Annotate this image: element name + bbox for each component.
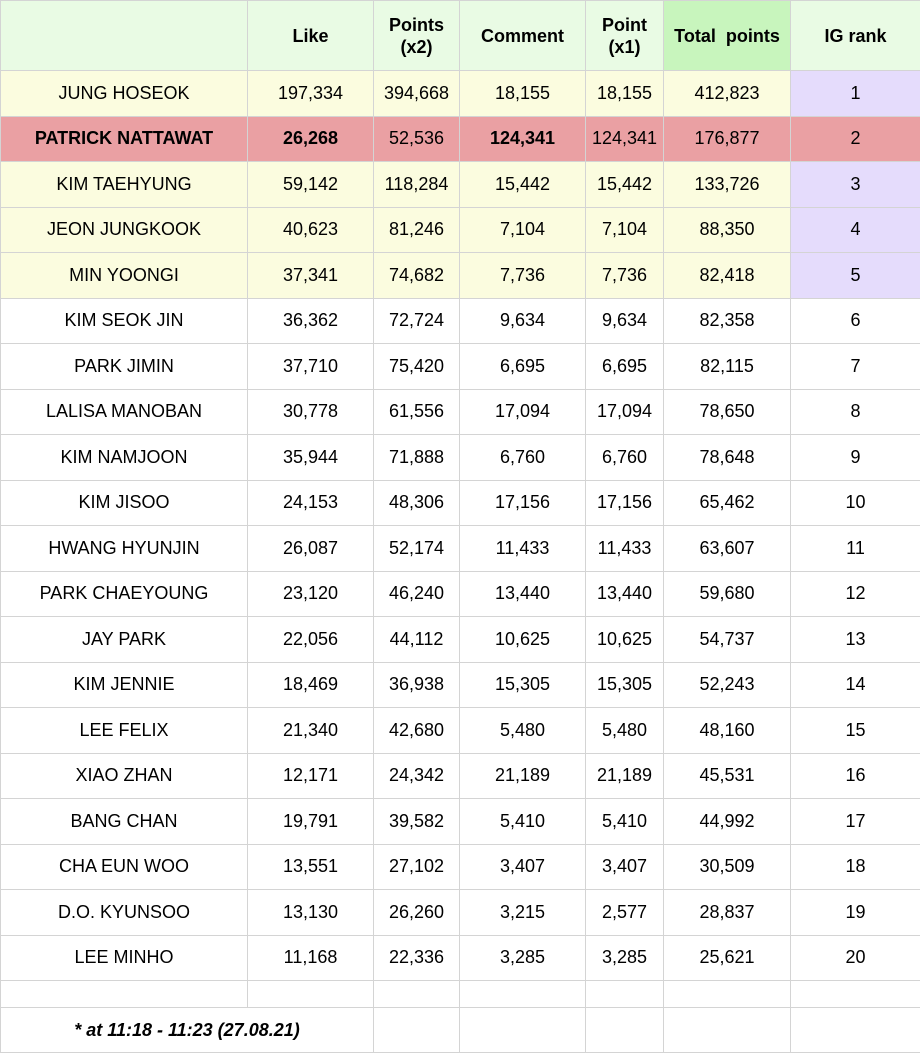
header-point-x1 (586, 1, 664, 71)
cell-name: D.O. KYUNSOO (1, 890, 248, 936)
table-row (1, 662, 920, 708)
cell-like: 13,130 (248, 890, 374, 936)
cell-total: 65,462 (664, 480, 791, 526)
cell-rank: 7 (791, 344, 920, 390)
cell-rank: 4 (791, 207, 920, 253)
header-like: Like (248, 1, 374, 71)
cell-like: 21,340 (248, 708, 374, 754)
cell-comment: 17,094 (460, 389, 586, 435)
table-row (1, 617, 920, 663)
cell-like: 59,142 (248, 162, 374, 208)
cell-rank: 6 (791, 298, 920, 344)
cell-rank: 12 (791, 571, 920, 617)
cell-point-x1: 15,305 (586, 662, 664, 708)
cell-points-x2: 27,102 (374, 844, 460, 890)
cell-comment: 7,104 (460, 207, 586, 253)
table-row (1, 571, 920, 617)
header-points-x2-line1: Points (389, 15, 444, 35)
cell-like: 26,268 (248, 116, 374, 162)
cell-point-x1: 17,156 (586, 480, 664, 526)
cell-like: 18,469 (248, 662, 374, 708)
cell-comment: 3,215 (460, 890, 586, 936)
table-row (1, 753, 920, 799)
cell-like: 22,056 (248, 617, 374, 663)
table-row (1, 298, 920, 344)
cell-points-x2: 42,680 (374, 708, 460, 754)
cell-point-x1: 6,760 (586, 435, 664, 481)
table-row (1, 162, 920, 208)
cell-name: BANG CHAN (1, 799, 248, 845)
cell-rank: 2 (791, 116, 920, 162)
cell-name: KIM JISOO (1, 480, 248, 526)
cell-name: KIM JENNIE (1, 662, 248, 708)
cell-name: JUNG HOSEOK (1, 71, 248, 117)
cell-total: 88,350 (664, 207, 791, 253)
cell-total: 25,621 (664, 935, 791, 981)
header-point-x1-line2: (x1) (608, 37, 640, 57)
cell-points-x2: 22,336 (374, 935, 460, 981)
cell-rank: 5 (791, 253, 920, 299)
table-row (1, 389, 920, 435)
cell-name: PARK JIMIN (1, 344, 248, 390)
table-row (1, 435, 920, 481)
header-comment: Comment (460, 1, 586, 71)
cell-like: 197,334 (248, 71, 374, 117)
cell-name: LEE FELIX (1, 708, 248, 754)
cell-total: 78,648 (664, 435, 791, 481)
cell-like: 26,087 (248, 526, 374, 572)
cell-like: 36,362 (248, 298, 374, 344)
blank-row (1, 981, 920, 1008)
header-ig-rank: IG rank (791, 1, 920, 71)
cell-total: 78,650 (664, 389, 791, 435)
cell-points-x2: 36,938 (374, 662, 460, 708)
cell-name: MIN YOONGI (1, 253, 248, 299)
table-row (1, 844, 920, 890)
cell-point-x1: 7,736 (586, 253, 664, 299)
cell-point-x1: 6,695 (586, 344, 664, 390)
cell-rank: 9 (791, 435, 920, 481)
header-row (1, 1, 920, 71)
cell-point-x1: 15,442 (586, 162, 664, 208)
cell-name: KIM NAMJOON (1, 435, 248, 481)
cell-comment: 21,189 (460, 753, 586, 799)
cell-like: 19,791 (248, 799, 374, 845)
header-points-x2 (374, 1, 460, 71)
cell-like: 37,341 (248, 253, 374, 299)
cell-like: 24,153 (248, 480, 374, 526)
cell-comment: 5,480 (460, 708, 586, 754)
cell-name: JAY PARK (1, 617, 248, 663)
cell-total: 52,243 (664, 662, 791, 708)
cell-comment: 17,156 (460, 480, 586, 526)
cell-points-x2: 72,724 (374, 298, 460, 344)
cell-rank: 14 (791, 662, 920, 708)
cell-comment: 11,433 (460, 526, 586, 572)
table-body (1, 71, 920, 981)
cell-comment: 3,285 (460, 935, 586, 981)
cell-comment: 18,155 (460, 71, 586, 117)
cell-points-x2: 71,888 (374, 435, 460, 481)
cell-like: 12,171 (248, 753, 374, 799)
cell-like: 13,551 (248, 844, 374, 890)
cell-name: LEE MINHO (1, 935, 248, 981)
cell-total: 28,837 (664, 890, 791, 936)
cell-rank: 13 (791, 617, 920, 663)
header-total-points: Total points (664, 1, 791, 71)
table-row (1, 708, 920, 754)
cell-name: JEON JUNGKOOK (1, 207, 248, 253)
cell-points-x2: 46,240 (374, 571, 460, 617)
cell-points-x2: 74,682 (374, 253, 460, 299)
table-row (1, 480, 920, 526)
header-point-x1-line1: Point (602, 15, 647, 35)
cell-rank: 3 (791, 162, 920, 208)
cell-points-x2: 75,420 (374, 344, 460, 390)
cell-points-x2: 26,260 (374, 890, 460, 936)
cell-total: 133,726 (664, 162, 791, 208)
cell-comment: 6,695 (460, 344, 586, 390)
table-row (1, 71, 920, 117)
cell-name: KIM TAEHYUNG (1, 162, 248, 208)
cell-name: LALISA MANOBAN (1, 389, 248, 435)
cell-total: 63,607 (664, 526, 791, 572)
cell-comment: 13,440 (460, 571, 586, 617)
cell-rank: 11 (791, 526, 920, 572)
cell-comment: 124,341 (460, 116, 586, 162)
table-row (1, 116, 920, 162)
cell-point-x1: 9,634 (586, 298, 664, 344)
footnote-row (1, 1008, 920, 1053)
cell-total: 82,358 (664, 298, 791, 344)
cell-point-x1: 3,285 (586, 935, 664, 981)
cell-comment: 5,410 (460, 799, 586, 845)
cell-comment: 9,634 (460, 298, 586, 344)
cell-rank: 19 (791, 890, 920, 936)
table-row (1, 526, 920, 572)
cell-comment: 3,407 (460, 844, 586, 890)
header-name (1, 1, 248, 71)
cell-rank: 8 (791, 389, 920, 435)
cell-rank: 20 (791, 935, 920, 981)
cell-point-x1: 124,341 (586, 116, 664, 162)
cell-points-x2: 61,556 (374, 389, 460, 435)
cell-rank: 18 (791, 844, 920, 890)
cell-rank: 17 (791, 799, 920, 845)
cell-points-x2: 394,668 (374, 71, 460, 117)
table-row (1, 344, 920, 390)
cell-total: 45,531 (664, 753, 791, 799)
cell-point-x1: 5,480 (586, 708, 664, 754)
cell-total: 412,823 (664, 71, 791, 117)
cell-points-x2: 118,284 (374, 162, 460, 208)
table-row (1, 890, 920, 936)
cell-point-x1: 17,094 (586, 389, 664, 435)
table-row (1, 799, 920, 845)
cell-total: 59,680 (664, 571, 791, 617)
cell-total: 176,877 (664, 116, 791, 162)
cell-point-x1: 3,407 (586, 844, 664, 890)
cell-point-x1: 18,155 (586, 71, 664, 117)
cell-like: 11,168 (248, 935, 374, 981)
cell-like: 40,623 (248, 207, 374, 253)
cell-like: 23,120 (248, 571, 374, 617)
cell-points-x2: 44,112 (374, 617, 460, 663)
cell-points-x2: 24,342 (374, 753, 460, 799)
cell-rank: 1 (791, 71, 920, 117)
cell-point-x1: 13,440 (586, 571, 664, 617)
cell-comment: 10,625 (460, 617, 586, 663)
cell-points-x2: 52,536 (374, 116, 460, 162)
cell-points-x2: 48,306 (374, 480, 460, 526)
cell-points-x2: 39,582 (374, 799, 460, 845)
cell-rank: 16 (791, 753, 920, 799)
cell-name: CHA EUN WOO (1, 844, 248, 890)
cell-total: 54,737 (664, 617, 791, 663)
table-row (1, 253, 920, 299)
cell-total: 82,115 (664, 344, 791, 390)
cell-comment: 15,305 (460, 662, 586, 708)
cell-name: KIM SEOK JIN (1, 298, 248, 344)
cell-rank: 10 (791, 480, 920, 526)
cell-total: 44,992 (664, 799, 791, 845)
timestamp-footnote: * at 11:18 - 11:23 (27.08.21) (1, 1008, 374, 1053)
cell-point-x1: 11,433 (586, 526, 664, 572)
cell-points-x2: 52,174 (374, 526, 460, 572)
cell-comment: 6,760 (460, 435, 586, 481)
header-points-x2-line2: (x2) (400, 37, 432, 57)
cell-point-x1: 10,625 (586, 617, 664, 663)
cell-name: PATRICK NATTAWAT (1, 116, 248, 162)
table-row (1, 935, 920, 981)
cell-like: 35,944 (248, 435, 374, 481)
cell-like: 30,778 (248, 389, 374, 435)
table-row (1, 207, 920, 253)
cell-point-x1: 21,189 (586, 753, 664, 799)
cell-comment: 7,736 (460, 253, 586, 299)
cell-total: 82,418 (664, 253, 791, 299)
cell-total: 48,160 (664, 708, 791, 754)
cell-point-x1: 5,410 (586, 799, 664, 845)
cell-points-x2: 81,246 (374, 207, 460, 253)
cell-comment: 15,442 (460, 162, 586, 208)
cell-name: XIAO ZHAN (1, 753, 248, 799)
cell-point-x1: 2,577 (586, 890, 664, 936)
cell-total: 30,509 (664, 844, 791, 890)
cell-like: 37,710 (248, 344, 374, 390)
cell-point-x1: 7,104 (586, 207, 664, 253)
cell-rank: 15 (791, 708, 920, 754)
cell-name: HWANG HYUNJIN (1, 526, 248, 572)
cell-name: PARK CHAEYOUNG (1, 571, 248, 617)
